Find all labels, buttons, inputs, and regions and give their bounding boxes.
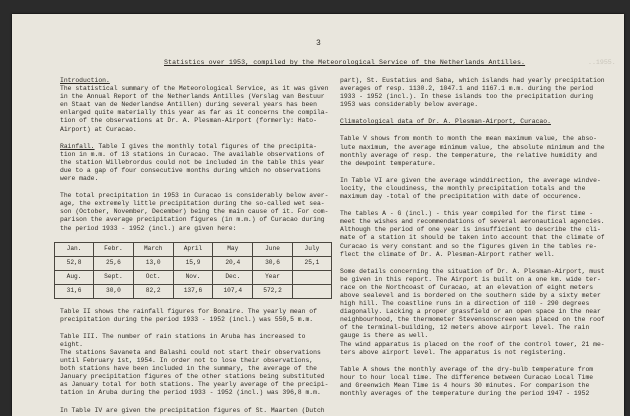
table-cell: Aug. [55,270,94,284]
table-cell [292,270,331,284]
table-cell: Nov. [173,270,213,284]
rainfall-body: Table I gives the monthly total figures of the precipita- tion in m.m. of 13 stations in Curacao. The available observations of the station Willebrordus could not be included in the table this year due to a gap of four consecutive months during which no observations were made. [60,142,325,183]
table-cell: 15,9 [173,256,213,270]
table-cell: 25,1 [292,256,331,270]
table-v-paragraph: Table V shows from month to month the mean maximum value, the abso- lute maximum, the average minimum value, the absolute minimum and the monthly average of resp. the temperature, the relative humidity and the dewpoint temperature. [340,135,605,167]
table-cell: 30,0 [94,284,134,298]
table-cell: Year [253,270,293,284]
table-cell: 137,6 [173,284,213,298]
table-cell [292,284,331,298]
table-cell: 82,2 [133,284,173,298]
faint-stamp: ..1955. [588,59,616,66]
document-page [12,14,624,416]
document-title: Statistics over 1953, compiled by the Meteorological Service of the Netherlands Antilles. [164,59,526,66]
precipitation-table [54,242,332,299]
table-cell: July [292,242,331,256]
page-number: 3 [316,39,321,48]
total-precipitation-paragraph: The total precipitation in 1953 in Curacao is considerably below aver- age, the extremely little precipitation during the so-called wet sea- son (October, November, December) being the main cause of it. For com- parison the average precipitation figures (in m.m.) of Curacao during the period 1933 - 1952 (incl.) are given here: [60,192,329,232]
climatological-heading: Climatological data of Dr. A. Plesman-Airport, Curacao. [340,118,551,126]
table-iii-paragraph: Table III. The number of rain stations in Aruba has increased to eight. The stations Savaneta and Balashi could not start their observations until February 1st, 1954. In order not to lose their observations, both stations have been included in the summary, the average of the January precipitation figures of the other stations being substituted as January total for both stations. The yearly average of the precipi- tation in Aruba during the period 1933 - 1952 (incl.) was 396,8 m.m. [60,332,329,397]
table-cell: 107,4 [213,284,253,298]
intro-heading: Introduction. [60,77,110,84]
table-row [55,242,332,256]
table-cell: May [213,242,253,256]
table-cell: 572,2 [253,284,293,298]
rainfall-heading: Rainfall. [60,142,95,150]
table-cell: 25,6 [94,256,134,270]
table-row [55,284,332,298]
table-cell: 13,0 [133,256,173,270]
table-cell: April [173,242,213,256]
rainfall-paragraph [60,143,332,183]
table-cell: 31,6 [55,284,94,298]
table-cell: 52,8 [55,256,94,270]
left-column [60,77,332,416]
table-cell: Sept. [94,270,134,284]
table-cell: June [253,242,293,256]
table-cell: Dec. [213,270,253,284]
table-cell: 30,6 [253,256,293,270]
continued-paragraph: part), St. Eustatius and Saba, which islands had yearly precipitation averages of resp. 1130.2, 1047.1 and 1167.1 m.m. during the period 1933 - 1952 (incl.). In these islands too the precipitation during 1953 was considerably below average. [340,77,605,109]
table-cell: Jan. [55,242,94,256]
table-cell: Oct. [133,270,173,284]
table-iv-paragraph: In Table IV are given the precipitation figures of St. Maarten (Dutch [60,406,325,414]
table-row [55,270,332,284]
table-cell: March [133,242,173,256]
table-cell: Febr. [94,242,134,256]
table-a-paragraph: Table A shows the monthly average of the dry-bulb temperature from hour to hour local time. The difference between Curacao Local Time and Greenwich Mean Time is 4 hours 30 minutes. For comparison the monthly averages of the temperature during the period 1947 - 1952 [340,365,594,397]
table-ii-paragraph: Table II shows the rainfall figures for Bonaire. The yearly mean of precipitation during the period 1933 - 1952 (incl.) was 550,5 m.m. [60,307,317,323]
table-cell: 20,4 [213,256,253,270]
airport-details-paragraph: Some details concerning the situation of Dr. A. Plesman-Airport, must be given in this report. The Airport is built on a one km. wide ter- race on the Northcoast of Curacao, at an elevation of eight meters above sealevel and is bordered on the southern side by a sixty meter high hill. The coastline runs in a direction of 110 - 290 degrees diagonally. Lacking a proper grassfield or an open space in the near neighbourhood, the thermometer Stevensonscreen was placed on the roof of the terminal-building, 12 meters above airport level. The rain gauge is there as well. The wind apparatus is placed on the roof of the control tower, 21 me- ters above airport level. The apparatus is not registering. [340,267,605,356]
intro-paragraph [60,77,332,134]
table-row [55,256,332,270]
intro-body: The statistical summary of the Meteorological Service, as it was given in the Annual Report of the Netherlands Antilles (Verslag van Bestuur en Staat van de Nederlandse Antillen) during several years has been enlarged quite materially this year as far as it concerns the compila- tion of the observations at Dr. A. Plesman-Airport (formerly: Hato- Airport) at Curacao. [60,85,329,133]
table-vi-paragraph: In Table VI are given the average winddirection, the average windve- locity, the cloudiness, the monthly precipitation totals and the maximum day -total of the precipitation with date of occurence. [340,176,601,201]
tables-a-g-paragraph: The tables A - G (incl.) - this year compiled for the first time - meet the wishes and recommendations of several aeronautical agencies. Although the period of one year is insufficient to describe the cli- mate of a station it should be taken into account that the climate of Curacao is very constant and so the figures given in the tables re- flect the climate of Dr. A. Plesman-Airport rather well. [340,210,605,258]
right-column [340,77,614,407]
